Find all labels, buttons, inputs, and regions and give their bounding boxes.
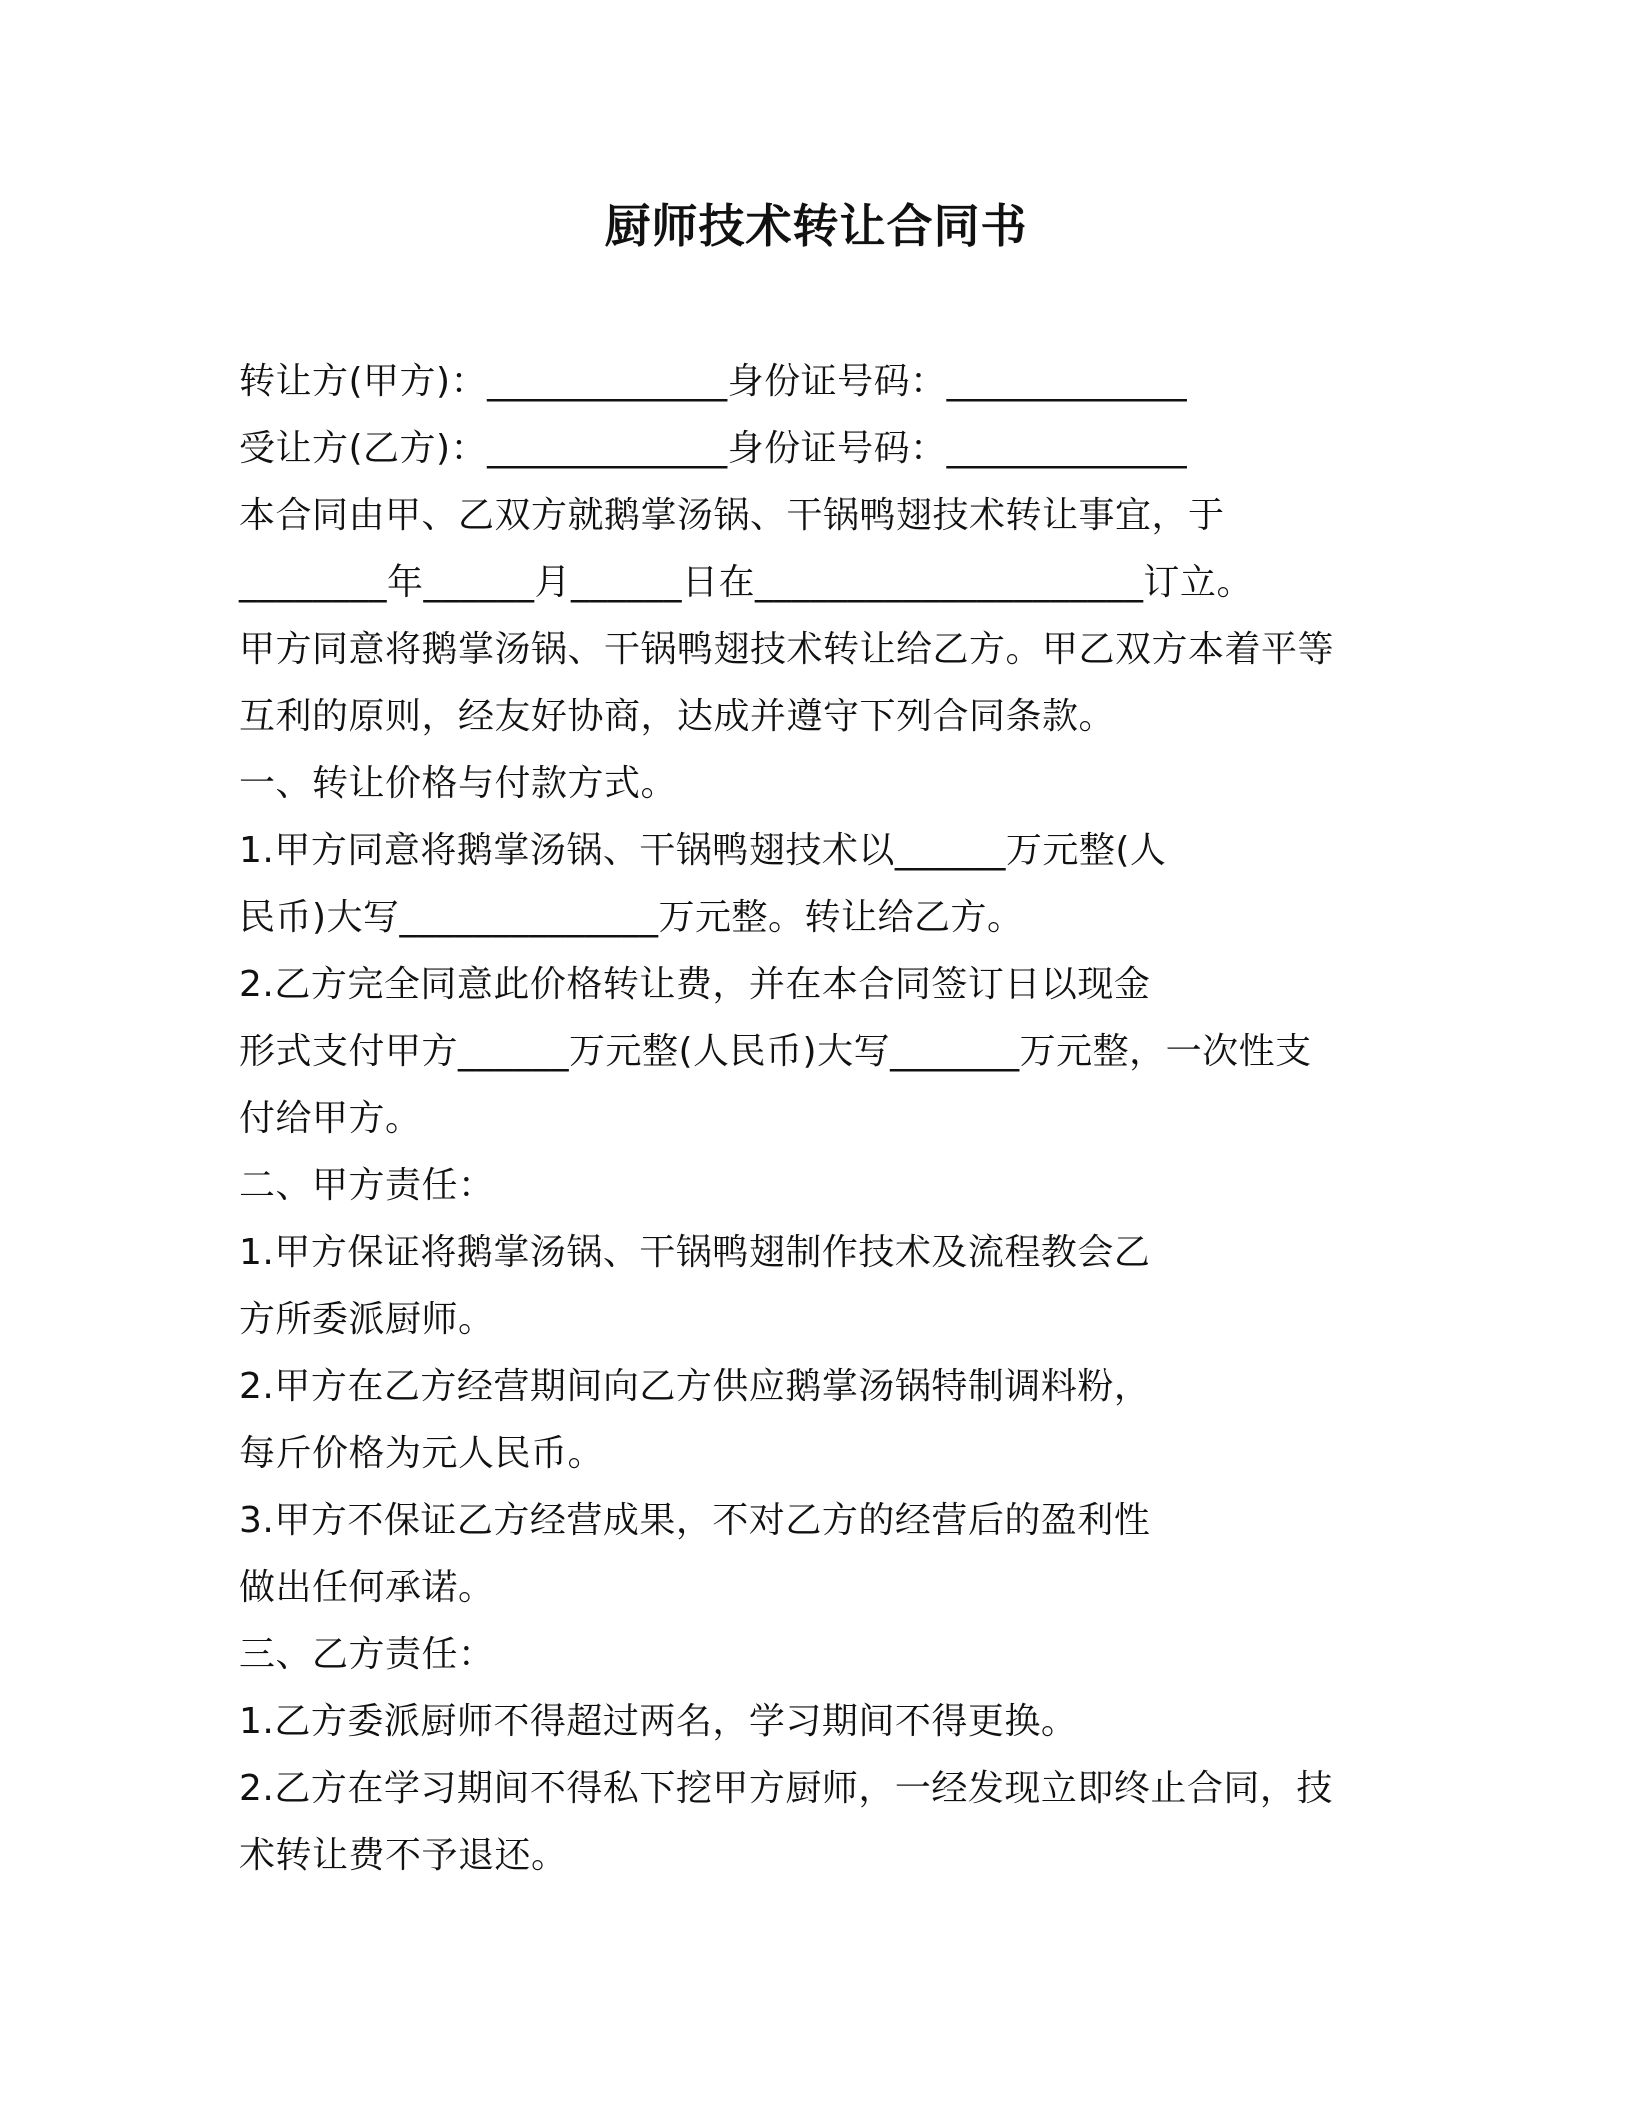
- party-a-clause-2-line-1: 2.甲方在乙方经营期间向乙方供应鹅掌汤锅特制调料粉，: [239, 1366, 1151, 1407]
- party-b-line: 受让方(乙方)：_____________身份证号码：_____________: [239, 428, 1188, 469]
- party-a-clause-2-line-2: 每斤价格为元人民币。: [239, 1433, 605, 1474]
- party-a-line: 转让方(甲方)：_____________身份证号码：_____________: [239, 361, 1188, 402]
- section-heading-party-b: 三、乙方责任：: [239, 1634, 495, 1675]
- price-clause-1-line-2: 民币)大写______________万元整。转让给乙方。: [239, 897, 1024, 938]
- intro-line: 本合同由甲、乙双方就鹅掌汤锅、干锅鸭翅技术转让事宜，于: [239, 495, 1225, 536]
- party-a-clause-3-line-2: 做出任何承诺。: [239, 1567, 495, 1608]
- party-b-clause-1: 1.乙方委派厨师不得超过两名，学习期间不得更换。: [239, 1701, 1078, 1742]
- party-b-clause-2-line-2: 术转让费不予退还。: [239, 1835, 568, 1876]
- date-place-line: ________年______月______日在_____________________订立。: [239, 562, 1254, 603]
- agreement-line-2: 互利的原则，经友好协商，达成并遵守下列合同条款。: [239, 696, 1116, 737]
- price-clause-1-line-1: 1.甲方同意将鹅掌汤锅、干锅鸭翅技术以______万元整(人: [239, 830, 1167, 871]
- document-title: 厨师技术转让合同书: [604, 199, 1028, 253]
- party-a-clause-1-line-2: 方所委派厨师。: [239, 1299, 495, 1340]
- party-a-clause-3-line-1: 3.甲方不保证乙方经营成果，不对乙方的经营后的盈利性: [239, 1500, 1151, 1541]
- party-b-clause-2-line-1: 2.乙方在学习期间不得私下挖甲方厨师，一经发现立即终止合同，技: [239, 1768, 1333, 1809]
- party-a-clause-1-line-1: 1.甲方保证将鹅掌汤锅、干锅鸭翅制作技术及流程教会乙: [239, 1232, 1151, 1273]
- section-heading-price: 一、转让价格与付款方式。: [239, 763, 678, 804]
- price-clause-2-line-3: 付给甲方。: [239, 1098, 422, 1139]
- agreement-line-1: 甲方同意将鹅掌汤锅、干锅鸭翅技术转让给乙方。甲乙双方本着平等: [239, 629, 1335, 670]
- price-clause-2-line-2: 形式支付甲方______万元整(人民币)大写_______万元整，一次性支: [239, 1031, 1312, 1072]
- document-body: [239, 348, 1399, 1889]
- price-clause-2-line-1: 2.乙方完全同意此价格转让费，并在本合同签订日以现金: [239, 964, 1151, 1005]
- section-heading-party-a: 二、甲方责任：: [239, 1165, 495, 1206]
